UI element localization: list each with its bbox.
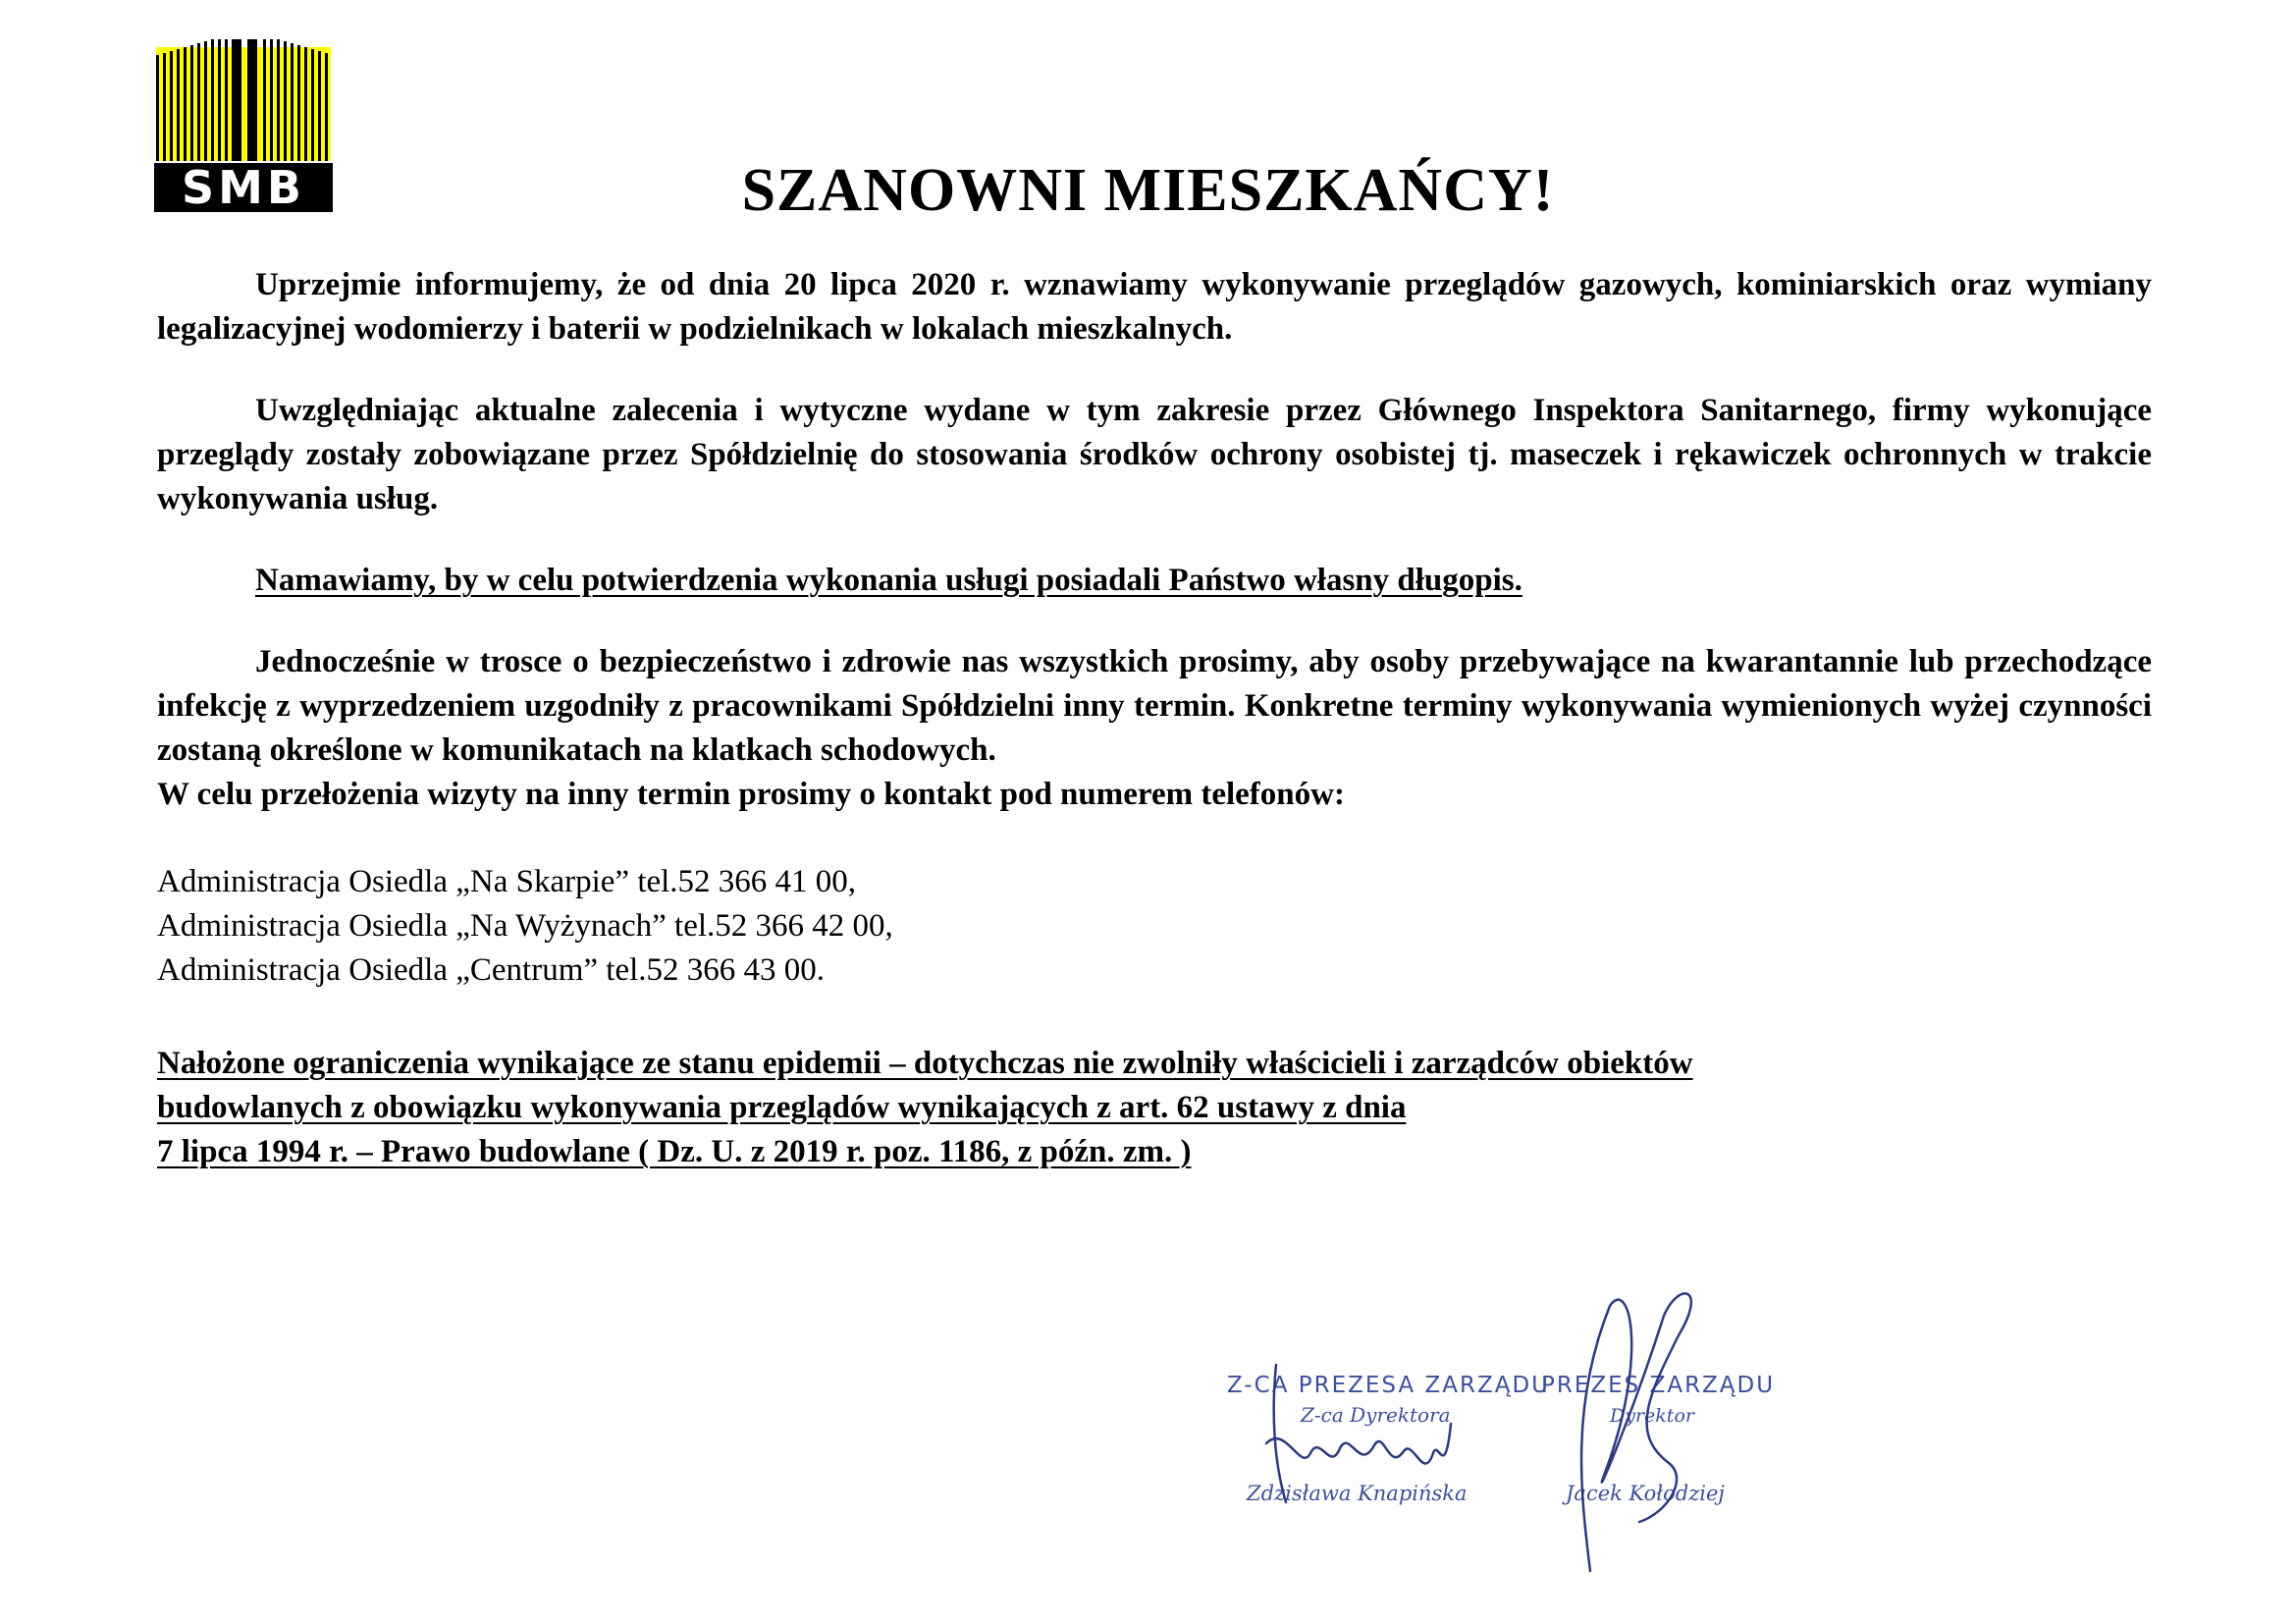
paragraph-pen xyxy=(157,559,2152,603)
stamp-title: PREZES ZARZĄDU xyxy=(1541,1373,1776,1398)
stamp-title: Z-CA PREZESA ZARZĄDU xyxy=(1227,1373,1551,1398)
stamp-name: Zdzisława Knapińska xyxy=(1247,1482,1468,1505)
stamp-name: Jacek Kołodziej xyxy=(1566,1482,1725,1505)
legal-note xyxy=(157,1042,2152,1174)
stamp-role: Dyrektor xyxy=(1610,1405,1694,1427)
logo-text: SMB xyxy=(182,161,305,212)
contact-item: Administracja Osiedla „Na Wyżynach” tel.52 366 42 00, xyxy=(157,908,893,944)
legal-note-line: Nałożone ograniczenia wynikające ze stanu epidemii – dotychczas nie zwolniły właścicieli i zarządców obiektów xyxy=(157,1046,1693,1081)
stamp-role: Z-ca Dyrektora xyxy=(1301,1403,1451,1427)
contact-item: Administracja Osiedla „Centrum” tel.52 366 43 00. xyxy=(157,952,826,988)
document-body xyxy=(157,263,2152,1174)
paragraph-resumption: Uprzejmie informujemy, że od dnia 20 lipca 2020 r. wznawiamy wykonywanie przeglądów gazowych, kominiarskich oraz wymiany legalizacyjnej wodomierzy i baterii w podzielnikach w lokalach mieszkalnych. xyxy=(157,267,2152,347)
page-title: SZANOWNI MIESZKAŃCY! xyxy=(741,157,1555,224)
pen-request-text: Namawiamy, by w celu potwierdzenia wykonania usługi posiadali Państwo własny długopis. xyxy=(255,563,1522,598)
legal-note-line: 7 lipca 1994 r. – Prawo budowlane ( Dz. U. z 2019 r. poz. 1186, z późn. zm. ) xyxy=(157,1134,1192,1169)
paragraph-contact-intro: W celu przełożenia wizyty na inny termin prosimy o kontakt pod numerem telefonów: xyxy=(157,777,1345,812)
contact-item: Administracja Osiedla „Na Skarpie” tel.52 366 41 00, xyxy=(157,864,857,899)
stamp-president xyxy=(1541,1293,1775,1571)
paragraph-quarantine: Jednocześnie w trosce o bezpieczeństwo i zdrowie nas wszystkich prosimy, aby osoby przebywające na kwarantannie lub przechodzące infekcję z wyprzedzeniem uzgodniły z pracownikami Spółdzielni inny termin. Konkretne terminy wykonywania wymienionych wyżej czynności zostaną określone w komunikatach na klatkach schodowych. xyxy=(157,644,2152,768)
stamp-vice-president xyxy=(1227,1365,1550,1505)
signature-right xyxy=(1581,1293,1691,1571)
legal-note-line: budowlanych z obowiązku wykonywania przeglądów wynikających z art. 62 ustawy z dnia xyxy=(157,1090,1407,1125)
signature-stamps xyxy=(1217,1276,1885,1600)
paragraph-protection: Uwzględniając aktualne zalecenia i wytyczne wydane w tym zakresie przez Głównego Inspektora Sanitarnego, firmy wykonujące przeglądy zostały zobowiązane przez Spółdzielnię do stosowania środków ochrony osobistej tj. maseczek i rękawiczek ochronnych w trakcie wykonywania usług. xyxy=(157,393,2152,516)
logo-stripes xyxy=(156,39,331,161)
contact-list xyxy=(157,860,2152,993)
